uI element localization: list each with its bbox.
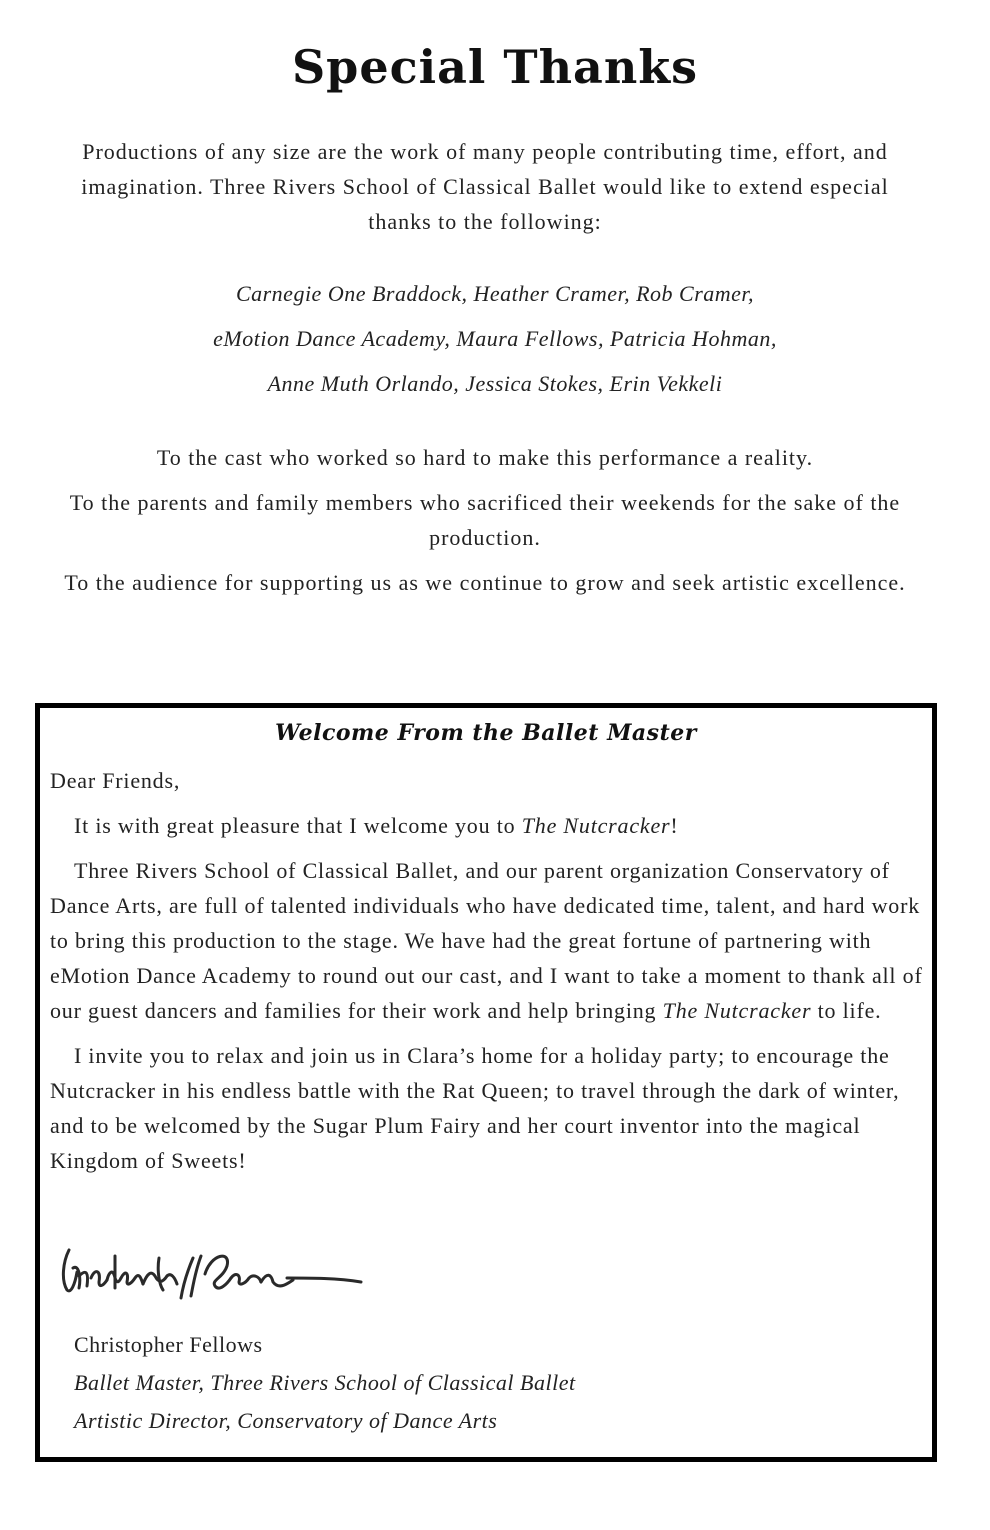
salutation: Dear Friends, [50, 768, 181, 793]
thanks-section [40, 440, 930, 610]
names-line: Anne Muth Orlando, Jessica Stokes, Erin Vekkeli [267, 371, 723, 396]
signer-role-ballet-master: Ballet Master, Three Rivers School of Classical Ballet [74, 1370, 576, 1395]
p1-text: It is with great pleasure that I welcome you to [74, 813, 522, 838]
names-line: Carnegie One Braddock, Heather Cramer, Rob Cramer, [235, 281, 755, 306]
p1-title-italic: The Nutcracker [521, 813, 671, 838]
thanks-audience: To the audience for supporting us as we continue to grow and seek artistic excellence. [64, 570, 906, 595]
signer-role-artistic-director: Artistic Director, Conservatory of Dance Arts [74, 1408, 498, 1433]
page-title: Special Thanks [291, 40, 699, 94]
letter-paragraph-1 [50, 808, 926, 843]
letter-paragraph-3: I invite you to relax and join us in Clara’s home for a holiday party; to encourage the Nutcracker in his endless battle with the Rat Queen; to travel through the dark of winter, and to be welcomed by the Sugar Plum Fairy and her court inventor into the magical Kingdom of Sweets! [50, 1043, 900, 1173]
welcome-title: Welcome From the Ballet Master [275, 720, 697, 746]
names-list [0, 277, 990, 412]
p2-text: Three Rivers School of Classical Ballet, and our parent organization Conservatory of Dance Arts, are full of talented individuals who have dedicated time, talent, and hard work to bring this production to the stage. We have had the great fortune of partnering with eMotion Dance Academy to round out our cast, and I want to take a moment to thank all of our guest dancers and families for their work and help bringing [50, 858, 923, 1023]
signer-name: Christopher Fellows [74, 1332, 263, 1357]
thanks-parents: To the parents and family members who sacrificed their weekends for the sake of the production. [69, 490, 901, 550]
intro-paragraph: Productions of any size are the work of many people contributing time, effort, and imagination. Three Rivers School of Classical Ballet would like to extend especial thanks to the following: [81, 139, 889, 234]
names-line: eMotion Dance Academy, Maura Fellows, Patricia Hohman, [213, 326, 777, 351]
p2-text-end: to life. [811, 998, 882, 1023]
thanks-cast: To the cast who worked so hard to make this performance a reality. [156, 445, 814, 470]
signature-image [55, 1228, 375, 1308]
letter-paragraph-2 [50, 853, 926, 1028]
letter-body [50, 763, 926, 1188]
signature-block [74, 1326, 576, 1440]
p1-text-end: ! [670, 813, 679, 838]
welcome-box [35, 703, 937, 1462]
p2-title-italic: The Nutcracker [662, 998, 812, 1023]
